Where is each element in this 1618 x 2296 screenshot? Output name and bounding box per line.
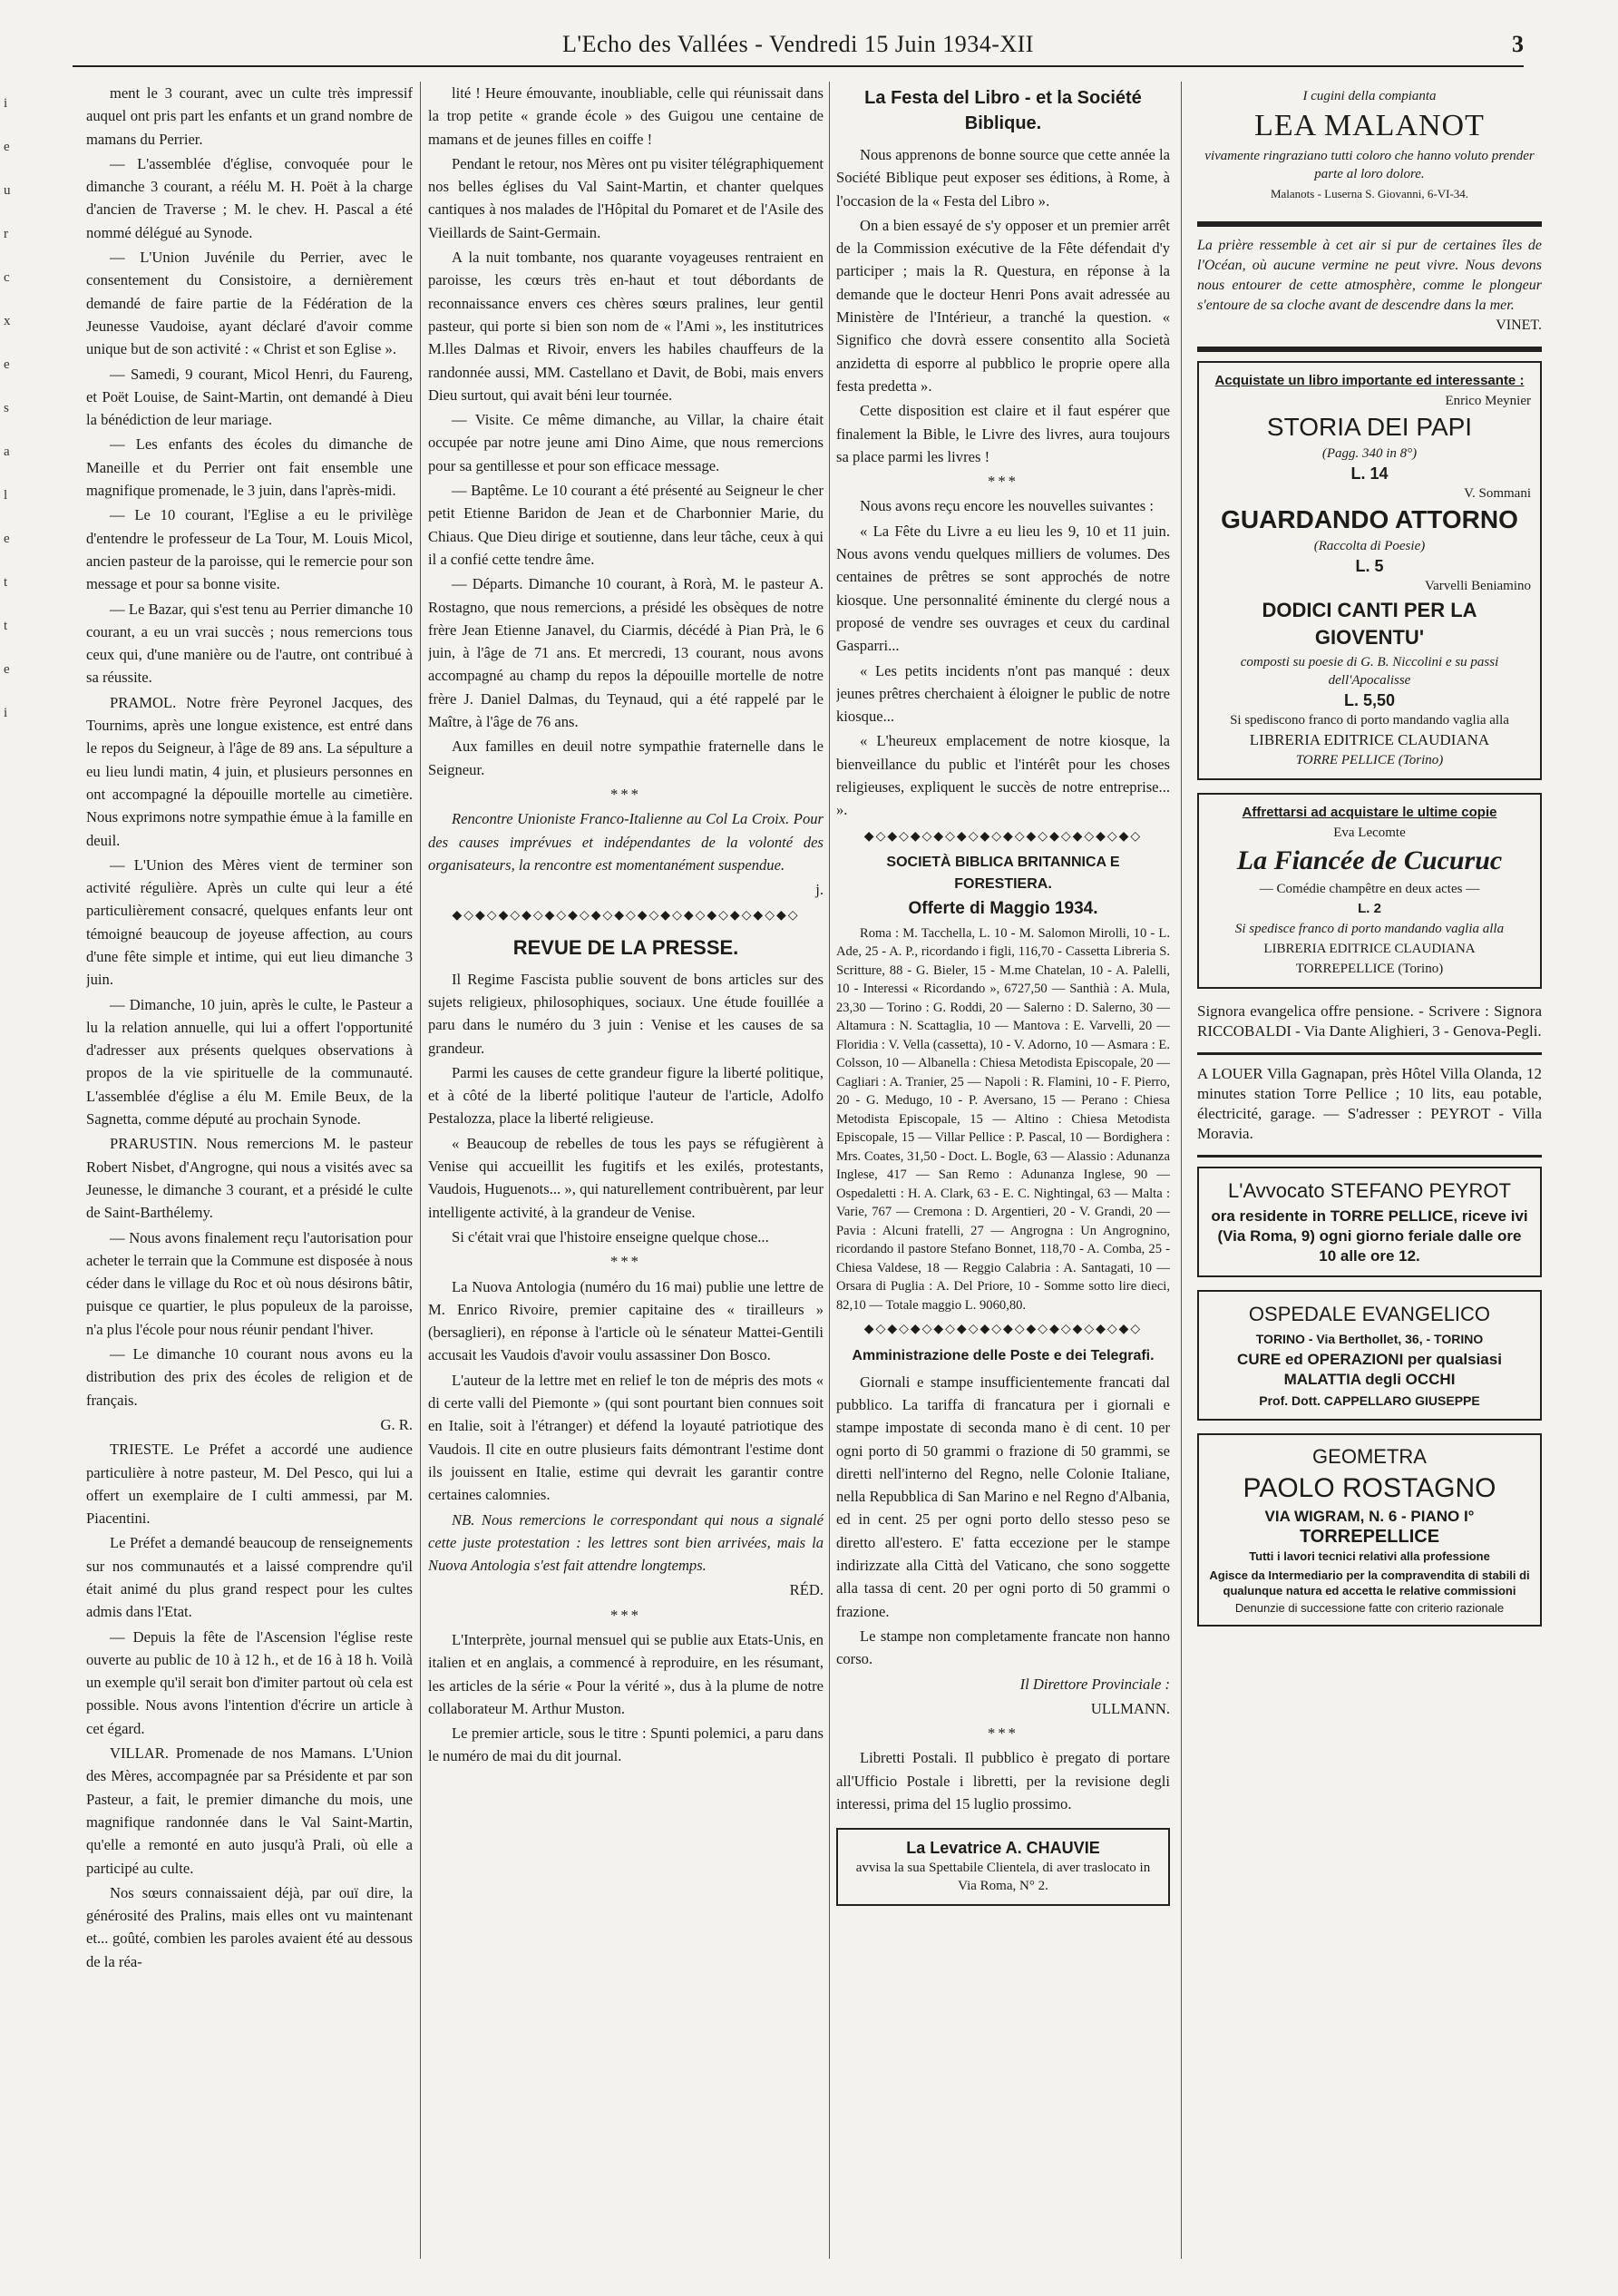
- ad-title: La Fiancée de Cucuruc: [1236, 845, 1503, 875]
- margin-letter: t: [4, 575, 8, 590]
- ad-geometra: [1197, 1433, 1542, 1627]
- ad-name: LEA MALANOT: [1254, 109, 1485, 142]
- ad-header: Affrettarsi ad acquistare le ultime copie: [1242, 805, 1497, 820]
- column-1: [86, 82, 413, 2259]
- page-title: L'Echo des Vallées - Vendredi 15 Juin 1934-XII: [562, 31, 1034, 57]
- section-heading-festa: La Festa del Libro - et la Société Biblique.: [864, 88, 1142, 133]
- ad-foot: TORREPELLICE (Torino): [1295, 962, 1444, 976]
- margin-letter: t: [4, 619, 8, 633]
- book-price: L. 5: [1355, 557, 1384, 575]
- black-rule: [1197, 221, 1542, 227]
- ad-sub: — Comédie champêtre en deux actes —: [1259, 882, 1480, 896]
- ad-foot: Si spedisce franco di porto mandando vaglia alla: [1234, 922, 1505, 936]
- ad-title: GEOMETRA: [1312, 1445, 1427, 1468]
- ad-line: Malanots - Luserna S. Giovanni, 6-VI-34.: [1270, 187, 1469, 200]
- paragraph: Le stampe non completamente francate non hanno corso.: [836, 1627, 1170, 1668]
- signature-title: Il Direttore Provinciale :: [1019, 1675, 1170, 1693]
- offerte-heading: Offerte di Maggio 1934.: [908, 898, 1098, 918]
- ad-prof: Prof. Dott. CAPPELLARO GIUSEPPE: [1259, 1393, 1480, 1408]
- margin-letter: i: [4, 706, 8, 720]
- black-rule: [1197, 347, 1542, 352]
- book-author: V. Sommani: [1464, 486, 1531, 501]
- ad-fiancee: [1197, 793, 1542, 989]
- margin-letter: r: [4, 227, 8, 241]
- margin-bleed-letters: [4, 82, 20, 735]
- margin-letter: e: [4, 357, 10, 372]
- paragraph: Le Préfet a demandé beaucoup de renseignements sur nos communautés et a laissé comprendre qu'il était animé du plus grand respect pour les cultes admis dans l'Etat.: [86, 1534, 413, 1621]
- ad-line: vivamente ringraziano tutti coloro che hanno voluto prender parte al loro dolore.: [1204, 149, 1535, 181]
- ornamental-divider: ◆◇◆◇◆◇◆◇◆◇◆◇◆◇◆◇◆◇◆◇◆◇◆◇: [863, 829, 1143, 844]
- paragraph-trieste: TRIESTE. Le Préfet a accordé une audience particulière à notre pasteur, M. Del Pesco, qui lui a offert un exemplaire de I culti ammessi, par M. Piacentini.: [86, 1441, 413, 1528]
- paragraph: On a bien essayé de s'y opposer et un premier arrêt de la Commission exécutive de la Fête défendait d'y participer ; mais la R. Questura, en réponse à la demande que le docteur Henri Pons avait adressée au Ministère de l'Intérieur, a tranché la question. « Significo che dovrà essere consentito alla Società anzidetta di esporre al pubblico le proprie opere alla festa predetta ».: [836, 216, 1170, 395]
- paragraph: — Depuis la fête de l'Ascension l'église reste ouverte au public de 10 à 12 h., et de 16 à 18 h. Voilà un exemple qu'il serait bon d'imiter partout où cela est possible. Nous avons l'intention d'écrire un article à cet égard.: [86, 1627, 413, 1737]
- ad-lea-malanot: [1197, 82, 1542, 209]
- ad-title: L'Avvocato STEFANO PEYROT: [1228, 1179, 1511, 1202]
- ad-foot: TORRE PELLICE (Torino): [1295, 753, 1444, 767]
- paragraph: Pendant le retour, nos Mères ont pu visiter télégraphiquement nos belles églises du Val Saint-Martin, et chanter quelques cantiques à nos malades de l'Hôpital du Pomaret et de l'Asile des Vieillards de Saint-Germain.: [428, 154, 824, 241]
- ad-line: Tutti i lavori tecnici relativi alla professione: [1249, 1549, 1490, 1563]
- ad-body: ora residente in TORRE PELLICE, riceve ivi (Via Roma, 9) ogni giorno feriale dalle ore 10 alle ore 12.: [1211, 1207, 1528, 1265]
- separator-stars: ***: [610, 1606, 641, 1624]
- paragraph: Il Regime Fascista publie souvent de bons articles sur des sujets religieux, philosophiques, sociaux. Une étude fouillée a paru dans le numéro du 3 juin : Venise et les causes de sa grandeur.: [428, 970, 824, 1057]
- book-title: STORIA DEI PAPI: [1266, 413, 1473, 441]
- section-heading-revue: REVUE DE LA PRESSE.: [512, 935, 739, 959]
- signature: ULLMANN.: [1090, 1699, 1170, 1717]
- margin-letter: u: [4, 183, 11, 198]
- book-price: L. 14: [1350, 464, 1389, 483]
- paragraph: Nos sœurs connaissaient déjà, par ouï dire, la générosité des Pralins, mais elles ont vu maintenant et... goûté, combien les paroles avaient été au dessous de la réa-: [86, 1883, 413, 1970]
- column-divider: [1181, 82, 1182, 2259]
- book-title: GUARDANDO ATTORNO: [1221, 505, 1518, 533]
- ad-body: CURE ed OPERAZIONI per qualsiasi MALATTIA degli OCCHI: [1237, 1351, 1502, 1388]
- black-rule: [1197, 1052, 1542, 1055]
- quote-vinet: [1197, 236, 1542, 336]
- paragraph: A la nuit tombante, nos quarante voyageuses rentraient en paroisse, les cœurs très en-haut et tout débordants de reconnaissance envers ces chères sœurs pralines, leur gentil pasteur, qui porte si bien son nom de « l'Ami », les institutrices M.lles Dalmas et Rivoir, envers les habiles chauffeurs de la randonnée aussi, MM. Castellano et Davit, de Bobi, mais envers Dieu surtout, qui avait béni leur tournée.: [428, 249, 824, 404]
- margin-letter: c: [4, 270, 10, 285]
- margin-letter: s: [4, 401, 9, 415]
- ad-line: Denunzie di successione fatte con criterio razionale: [1234, 1601, 1505, 1615]
- paragraph: Parmi les causes de cette grandeur figure la liberté politique, et à côté de la liberté politique l'auteur de l'article, Adolfo Pestalozza, place la liberté religieuse.: [428, 1063, 824, 1128]
- paragraph: Libretti Postali. Il pubblico è pregato di portare all'Ufficio Postale i libretti, per la revisione degli interessi, prima del 15 luglio prossimo.: [836, 1749, 1170, 1813]
- ad-line: Agisce da Intermediario per la compravendita di stabili di qualunque natura ed accetta le relative commissioni: [1209, 1568, 1530, 1597]
- paragraph: — Nous avons finalement reçu l'autorisation pour acheter le terrain que la Commune est disposée à nous céder dans le village du Roc et où nous désirons bâtir, puisque ce quartier, le plus populeux de la paroisse, n'a plus l'école pour nous réunir pendant l'hiver.: [86, 1228, 413, 1338]
- margin-letter: i: [4, 96, 8, 111]
- section-heading-poste: Amministrazione delle Poste e dei Telegrafi.: [852, 1347, 1155, 1363]
- paragraph-prarustin: PRARUSTIN. Nous remercions M. le pasteur Robert Nisbet, d'Angrogne, qui nous a visités avec sa Jeunesse, le dimanche 3 courant, et a présidé le culte de Saint-Barthélemy.: [86, 1135, 413, 1222]
- offerte-list: Roma : M. Tacchella, L. 10 - M. Salomon Mirolli, 10 - L. Ade, 25 - A. P., ricordando i figli, 116,70 - Cassetta Libreria S. Scritture, 88 - G. Bieler, 15 - M.me Chatelan, 10 - A. Palelli, 10 - Interessi « Ricordando », 6727,50 — Santhià : A. Mula, 23,30 — Torino : G. Roddi, 20 — Salerno : D. Salerno, 30 — Altamura : N. Scattaglia, 10 — Mantova : E. Varvelli, 20 — Floridia : V. Vella (cassetta), 10 - V. Adorno, 10 — Asmara : E. Colsson, 10 — Albanella : Chiesa Metodista Episcopale, 20 — Cagliari : A. Tranier, 25 — Napoli : R. Flamini, 10 - F. Pierro, 20 - G. Medugo, 10 - P. Aversano, 15 — Perano : Chiesa Metodista Episcopale, 15 — Altino : Chiesa Metodista Episcopale, 15 — Villar Pellice : P. Pascal, 10 — Bordighera : Mrs. Coates, 31,50 - Doct. L. Bogle, 63 — Alassio : Adunanza Inglese, 417 — San Remo : Adunanza Inglese, 90 — Ospedaletti : H. A. Clark, 63 - E. C. Nightingal, 63 — Malta : Varie, 767 — Cremona : D. Argentieri, 20 - V. Grandi, 20 — Pavia : Alcuni fratelli, 27 — Angrogna : Un Angrognino, ricordando il pastore Stefano Bonnet, 118,70 - A. Comba, 25 - Chiesa Valdese, 18 — Reggio Calabria : A. Santagati, 10 — Orsara di Puglia : A. Del Priore, 10 - Somme sotto lire dieci, 82,10 — Totale maggio L. 9060,80.: [836, 925, 1170, 1313]
- margin-letter: a: [4, 445, 10, 459]
- paragraph: — Le Bazar, qui s'est tenu au Perrier dimanche 10 courant, a eu un vrai succès ; nous remercions tous ceux qui, d'une manière ou de l'autre, ont contribué à sa réussite.: [86, 600, 413, 687]
- signature: RÉD.: [789, 1581, 824, 1599]
- paragraph: Aux familles en deuil notre sympathie fraternelle dans le Seigneur.: [428, 738, 824, 778]
- column-4-ads: [1197, 82, 1542, 2259]
- paragraph: — Le dimanche 10 courant nous avons eu la distribution des prix des écoles de religion et de français.: [86, 1345, 413, 1409]
- page-number: 3: [1512, 31, 1524, 57]
- ad-line: I cugini della compianta: [1302, 89, 1437, 103]
- book-author: Enrico Meynier: [1445, 394, 1531, 408]
- book-title: DODICI CANTI PER LA GIOVENTU': [1262, 599, 1477, 649]
- column-divider: [829, 82, 830, 2259]
- ad-foot: LIBRERIA EDITRICE CLAUDIANA: [1263, 942, 1476, 956]
- paragraph: « Beaucoup de rebelles de tous les pays se réfugièrent à Venise qui accueillit les fugitifs et les exilés, protestants, Vaudois, Huguenots... », qui naturellement contribuèrent, par leur intelligente activité, à la grandeur de Venise.: [428, 1134, 824, 1221]
- ornamental-divider: ◆◇◆◇◆◇◆◇◆◇◆◇◆◇◆◇◆◇◆◇◆◇◆◇◆◇◆◇◆◇: [452, 909, 800, 923]
- separator-stars: ***: [988, 1724, 1019, 1743]
- ad-title: OSPEDALE EVANGELICO: [1248, 1303, 1491, 1325]
- separator-stars: ***: [610, 785, 641, 803]
- ad-price: L. 2: [1358, 901, 1381, 916]
- ad-author: Eva Lecomte: [1333, 826, 1406, 840]
- ad-body: avvisa la sua Spettabile Clientela, di aver traslocato in Via Roma, N° 2.: [855, 1861, 1151, 1894]
- paragraph: Cette disposition est claire et il faut espérer que finalement la Bible, le Livre des livres, aura toujours sa place parmi les livres !: [836, 402, 1170, 465]
- paragraph: Nous avons reçu encore les nouvelles suivantes :: [860, 497, 1154, 515]
- paragraph: — Samedi, 9 courant, Micol Henri, du Faureng, et Poët Louise, de Saint-Martin, ont demandé à Dieu la bénédiction de leur mariage.: [86, 365, 413, 429]
- separator-stars: ***: [610, 1253, 641, 1271]
- paragraph-pramol: PRAMOL. Notre frère Peyronel Jacques, des Tournims, après une longue existence, est entré dans le repos du Seigneur, à l'âge de 89 ans. La sépulture a eu lieu lundi matin, 4 juin, et plusieurs personnes en ont accompagné la dépouille mortelle au cimetière. Nous exprimons notre sympathie émue à la famille en deuil.: [86, 693, 413, 849]
- book-sub: composti su poesie di G. B. Niccolini e su passi dell'Apocalisse: [1240, 655, 1499, 688]
- margin-letter: e: [4, 140, 10, 154]
- paragraph: Nous apprenons de bonne source que cette année la Société Biblique peut exposer ses éditions, à Rome, à l'occasion de la « Festa del Libro ».: [836, 146, 1170, 210]
- ornamental-divider: ◆◇◆◇◆◇◆◇◆◇◆◇◆◇◆◇◆◇◆◇◆◇◆◇: [863, 1323, 1143, 1337]
- ad-name: PAOLO ROSTAGNO: [1243, 1473, 1496, 1503]
- paragraph-departs: — Départs. Dimanche 10 courant, à Rorà, M. le pasteur A. Rostagno, que nous remercions, a présidé les obsèques de notre frère Jean Etienne Janavel, du Ciarmis, décédé à Pian Prà, le 6 juin, à l'âge de 71 ans. Et mercredi, 13 courant, nous avons accompagné au champ du repos la dépouille mortelle de notre frère J. Daniel Dalmas, du Teynaud, qui a été rappelé par le Maître, à l'âge de 76 ans.: [428, 575, 824, 731]
- ad-levatrice: [836, 1828, 1170, 1906]
- ad-header: Acquistate un libro importante ed interessante :: [1214, 373, 1525, 388]
- ad-foot: Si spediscono franco di porto mandando vaglia alla: [1230, 713, 1509, 728]
- paragraph: lité ! Heure émouvante, inoubliable, celle qui réunissait dans la trop petite « grande école » des Guigou une centaine de mamans et de jeunes filles en coiffe !: [428, 84, 824, 148]
- quote-text: La prière ressemble à cet air si pur de certaines îles de l'Océan, où aucune vermine ne peut vivre. Nous devons nous entourer de cette atmosphère, comme le plongeur s'entoure de sa cloche avant de descendre dans la mer.: [1197, 238, 1542, 313]
- paragraph: — Les enfants des écoles du dimanche de Maneille et du Perrier ont fait ensemble une magnifique promenade, le 3 juin, dans l'après-midi.: [86, 435, 413, 500]
- paragraph: Le premier article, sous le titre : Spunti polemici, a paru dans le numéro de mai du dit journal.: [428, 1724, 824, 1765]
- paragraph: La Nuova Antologia (numéro du 16 mai) publie une lettre de M. Enrico Rivoire, premier capitaine des « tirailleurs » (bersaglieri), en réponse à l'article où le sénateur Mattei-Gentili accusait les Vaudois d'avoir voulu assassiner Don Bosco.: [428, 1277, 824, 1364]
- signature: G. R.: [380, 1415, 413, 1433]
- ad-address: VIA WIGRAM, N. 6 - PIANO I°: [1264, 1508, 1475, 1525]
- paragraph: — L'Union des Mères vient de terminer son activité régulière. Après un culte qui leur a été particulièrement consacré, quelques enfants leur ont témoigné beaucoup de joyeuse affection, au cours d'une fête simple et intime, qui eut lieu dimanche 3 juin.: [86, 855, 413, 989]
- margin-letter: x: [4, 314, 11, 328]
- book-price: L. 5,50: [1343, 691, 1396, 709]
- paragraph-villar: VILLAR. Promenade de nos Mamans. L'Union des Mères, accompagnée par sa Présidente et par son Pasteur, a fait, le premier dimanche du mois, une magnifique randonnée dans le Val Saint-Martin, qu'elle a remonté en auto jusqu'à Prali, où elle a participé au culte.: [86, 1744, 413, 1877]
- ad-foot: LIBRERIA EDITRICE CLAUDIANA: [1249, 731, 1490, 748]
- ad-address: TORINO - Via Berthollet, 36, - TORINO: [1255, 1332, 1484, 1346]
- ad-libri: [1197, 361, 1542, 780]
- paragraph: « La Fête du Livre a eu lieu les 9, 10 et 11 juin. Nous avons vendu quelques milliers de volumes. Des centaines de prêtres se sont approchés de notre kiosque. Une personnalité éminente du clergé nous a proposé de vendre ses ouvrages et ceux du cardinal Gasparri...: [836, 522, 1170, 655]
- ad-title: La Levatrice A. CHAUVIE: [906, 1839, 1100, 1858]
- paragraph: — Le 10 courant, l'Eglise a eu le privilège d'entendre le professeur de La Tour, M. Louis Micol, ancien pasteur de la paroisse, qui le remercie pour son message et pour sa bonne visite.: [86, 506, 413, 593]
- paragraph: L'auteur de la lettre met en relief le ton de mépris des mots « di certe valli del Piemonte » (qui sont pourtant bien connues soit en Italie, soit à l'étranger) et défend la loyauté patriotique des Vaudois. Il cite en outre plusieurs faits démontrant l'estime dont ils jouissent en Italie, estime qui devrait les garantir contre certaines calomnies.: [428, 1371, 824, 1504]
- black-rule: [1197, 1155, 1542, 1158]
- ad-signora: Signora evangelica offre pensione. - Scrivere : Signora RICCOBALDI - Via Dante Alighieri, 3 - Genova-Pegli.: [1197, 1002, 1542, 1040]
- book-author: Varvelli Beniamino: [1424, 579, 1531, 593]
- paragraph: Giornali e stampe insufficientemente francati dal pubblico. La tariffa di francatura per i giornali e stampe impostate di seconda mano è di cent. 10 per ogni porto di 50 grammi o frazione di 50 grammi, se diretti nell'interno del Regno, nelle Colonie Italiane, nella Repubblica di San Marino e nel Regno d'Albania, ed in cent. 25 per ogni porto dello stesso peso se diretto all'estero. E' fatta eccezione per le stampe indirizzate alla Città del Vaticano, che sono soggette alla tassa di cent. 20 per ogni porto di 50 grammi o frazione.: [836, 1373, 1170, 1620]
- ad-ospedale: [1197, 1290, 1542, 1421]
- paragraph: « L'heureux emplacement de notre kiosque, la bienveillance du public et l'intérêt pour les choses religieuses, expliquent le succès de notre entreprise... ».: [836, 732, 1170, 819]
- column-2: [428, 82, 824, 2259]
- ad-city: TORREPELLICE: [1299, 1527, 1440, 1547]
- column-divider: [420, 82, 421, 2259]
- paragraph: « Les petits incidents n'ont pas manqué : deux jeunes prêtres cherchaient à éloigner le public de notre kiosque...: [836, 661, 1170, 726]
- paragraph: — Dimanche, 10 juin, après le culte, le Pasteur a lu la relation annuelle, qui lui a offert l'opportunité d'adresser aux présents quelques observations à propos de la vie spirituelle de la communauté. L'assemblée d'église a élu M. Emile Beux, de la Sagnetta, comme député au prochain Synode.: [86, 995, 413, 1128]
- paragraph: — L'Union Juvénile du Perrier, avec le consentement du Consistoire, a dernièrement demandé de faire partie de la Fédération de la Jeunesse Vaudoise, ayant déclaré d'avoir comme unique but de son activité : « Christ et son Eglise ».: [86, 249, 413, 358]
- section-heading-societa: SOCIETÀ BIBLICA BRITANNICA E FORESTIERA.: [886, 854, 1120, 892]
- ad-avvocato: [1197, 1167, 1542, 1277]
- paragraph: L'Interprète, journal mensuel qui se publie aux Etats-Unis, en italien et en anglais, a commencé à reproduire, en les résumant, les articles de la série « Pour la vérité », dus à la plume de notre collaborateur M. Arthur Muston.: [428, 1631, 824, 1717]
- book-sub: (Raccolta di Poesie): [1313, 539, 1426, 553]
- separator-stars: ***: [988, 473, 1019, 491]
- ad-louer: A LOUER Villa Gagnapan, près Hôtel Villa Olanda, 12 minutes station Torre Pellice ; 10 lits, eau potable, électricité, garage. — S'adresser : PEYROT - Villa Moravia.: [1197, 1065, 1542, 1142]
- paragraph: Si c'était vrai que l'histoire enseigne quelque chose...: [452, 1227, 769, 1246]
- paragraph: — L'assemblée d'église, convoquée pour le dimanche 3 courant, a réélu M. H. Poët à la charge d'ancien de Traverse ; M. le chev. H. Pascal a été nommé délégué au Synode.: [86, 154, 413, 241]
- margin-letter: l: [4, 488, 8, 503]
- paragraph-visite: — Visite. Ce même dimanche, au Villar, la chaire était occupée par notre jeune ami Dino Aime, que nous remercions pour sa gentillesse et pour son efficace message.: [428, 411, 824, 474]
- margin-letter: e: [4, 662, 10, 677]
- signature: j.: [815, 881, 824, 899]
- paragraph: ment le 3 courant, avec un culte très impressif auquel ont pris part les enfants et un grand nombre de mamans du Perrier.: [86, 84, 413, 148]
- paragraph-nb: NB. Nous remercions le correspondant qui nous a signalé cette juste protestation : les lettres sont bien arrivées, mais la Nuova Antologia s'est fait attendre longtemps.: [428, 1510, 824, 1575]
- paragraph-rencontre: Rencontre Unioniste Franco-Italienne au Col La Croix. Pour des causes imprévues et indépendantes de la volonté des organisateurs, la rencontre est momentanément suspendue.: [428, 810, 824, 874]
- paragraph-bapteme: — Baptême. Le 10 courant a été présenté au Seigneur le cher petit Etienne Baridon de Jean et de Charbonnier Marie, du Chiaus. Que Dieu dirige et soutienne, dans leur tâche, ceux à qui il a confié cette tendre âme.: [428, 482, 824, 568]
- book-sub: (Pagg. 340 in 8°): [1321, 446, 1418, 461]
- column-3: [836, 82, 1170, 2259]
- masthead: [73, 27, 1524, 67]
- margin-letter: e: [4, 532, 10, 546]
- quote-author: VINET.: [1496, 318, 1542, 333]
